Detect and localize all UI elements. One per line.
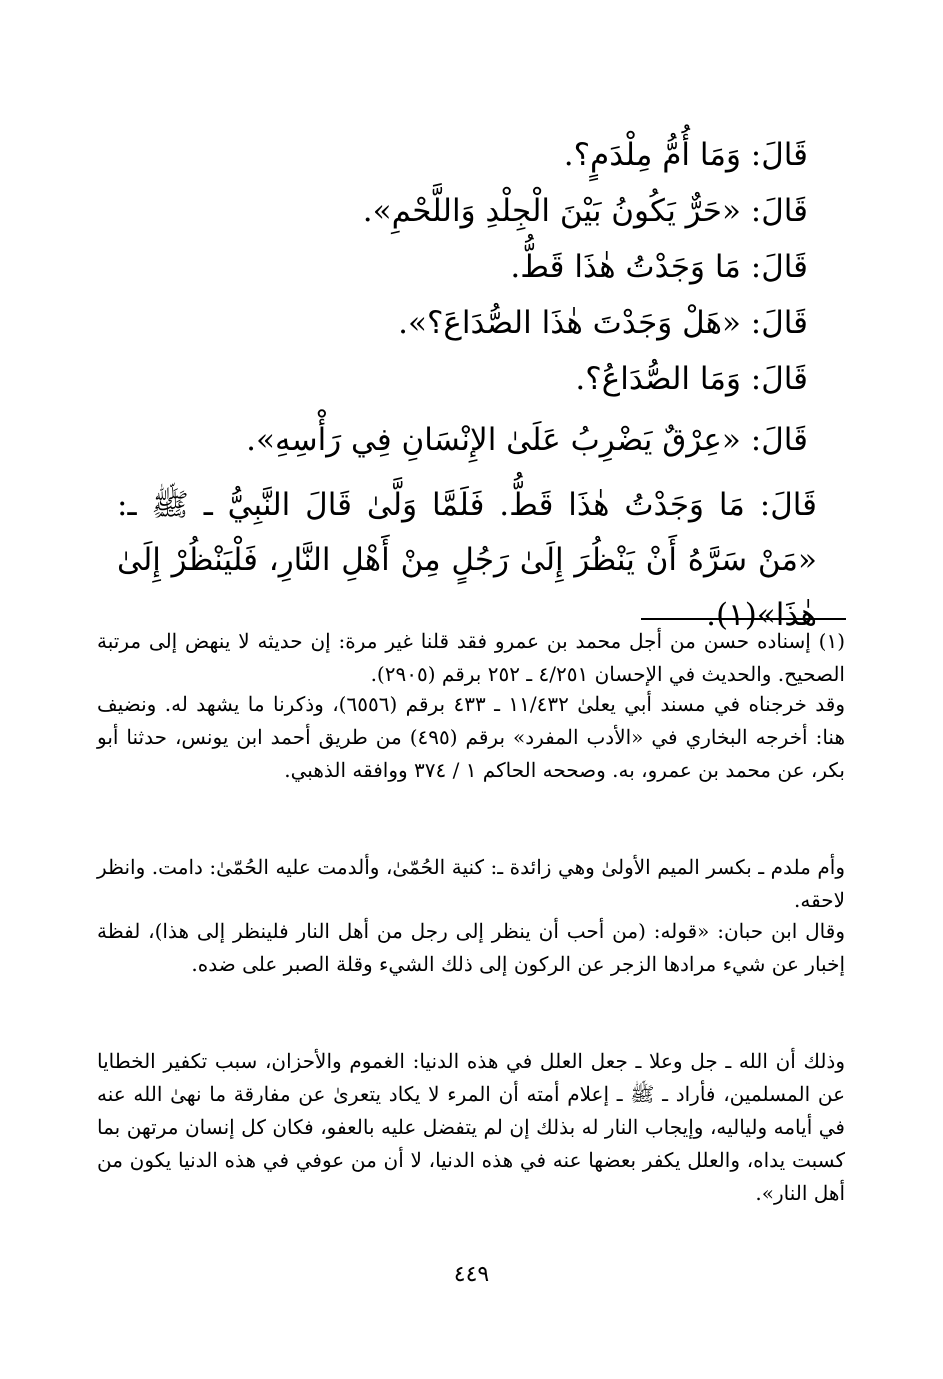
footnote-paragraph-4: وقال ابن حبان: «قوله: (من أحب أن ينظر إلى رجل من أهل النار فلينظر إلى هذا)، لفظة إخبار عن شيء مرادها الزجر عن الركون إلى ذلك الشيء وقلة الصبر على ضده. — [97, 919, 845, 976]
hadith-line-6: قَالَ: «عِرْقٌ يَضْرِبُ عَلَىٰ الإِنْسَانِ فِي رَأْسِهِ». — [246, 422, 808, 458]
hadith-line-7: قَالَ: مَا وَجَدْتُ هٰذَا قَطُّ. فَلَمَّا وَلَّىٰ قَالَ النَّبِيُّ ـ ﷺ ـ: «مَنْ سَرَّهُ أَنْ يَنْظُرَ إِلَىٰ رَجُلٍ مِنْ أَهْلِ النَّارِ، فَلْيَنْظُرْ إِلَىٰ هٰذَا»(١). — [117, 487, 817, 633]
hadith-line-4: قَالَ: «هَلْ وَجَدْتَ هٰذَا الصُّدَاعَ؟». — [398, 305, 808, 341]
hadith-line-2: قَالَ: «حَرٌّ يَكُونُ بَيْنَ الْجِلْدِ وَاللَّحْمِ». — [362, 193, 808, 229]
hadith-line-5: قَالَ: وَمَا الصُّدَاعُ؟. — [575, 361, 808, 397]
page-number: ٤٤٩ — [453, 1262, 490, 1287]
hadith-line-1: قَالَ: وَمَا أُمُّ مِلْدَمٍ؟. — [563, 137, 808, 173]
footnote-paragraph-3: وأم ملدم ـ بكسر الميم الأولىٰ وهي زائدة ـ: كنية الحُمّىٰ، وألدمت عليه الحُمّىٰ: دامت. وانظر لاحقه. — [97, 855, 845, 912]
footnote-separator — [641, 618, 846, 620]
footnote-paragraph-2: وقد خرجناه في مسند أبي يعلىٰ ١١/٤٣٢ ـ ٤٣٣ برقم (٦٥٥٦)، وذكرنا ما يشهد له. ونضيف هنا: أخرجه البخاري في «الأدب المفرد» برقم (٤٩٥) من طريق أحمد ابن يونس، حدثنا أبو بكر، عن محمد بن عمرو، به. وصححه الحاكم ١ / ٣٧٤ ووافقه الذهبي. — [97, 692, 845, 782]
hadith-line-3: قَالَ: مَا وَجَدْتُ هٰذَا قَطُّ. — [510, 249, 808, 285]
footnote-paragraph-5: وذلك أن الله ـ جل وعلا ـ جعل العلل في هذه الدنيا: الغموم والأحزان، سبب تكفير الخطايا عن المسلمين، فأراد ـ ﷺ ـ إعلام أمته أن المرء لا يكاد يتعرىٰ عن مفارقة ما نهىٰ الله عنه في أيامه ولياليه، وإيجاب النار له بذلك إن لم يتفضل عليه بالعفو، فكان كل إنسان مرتهن بما كسبت يداه، والعلل يكفر بعضها عنه في هذه الدنيا، لا أن من عوفي في هذه الدنيا يكون من أهل النار». — [97, 1049, 845, 1205]
footnote-1: (١) إسناده حسن من أجل محمد بن عمرو فقد قلنا غير مرة: إن حديثه لا ينهض إلى مرتبة الصحيح. والحديث في الإحسان ٤/٢٥١ ـ ٢٥٢ برقم (٢٩٠٥). — [97, 629, 845, 686]
